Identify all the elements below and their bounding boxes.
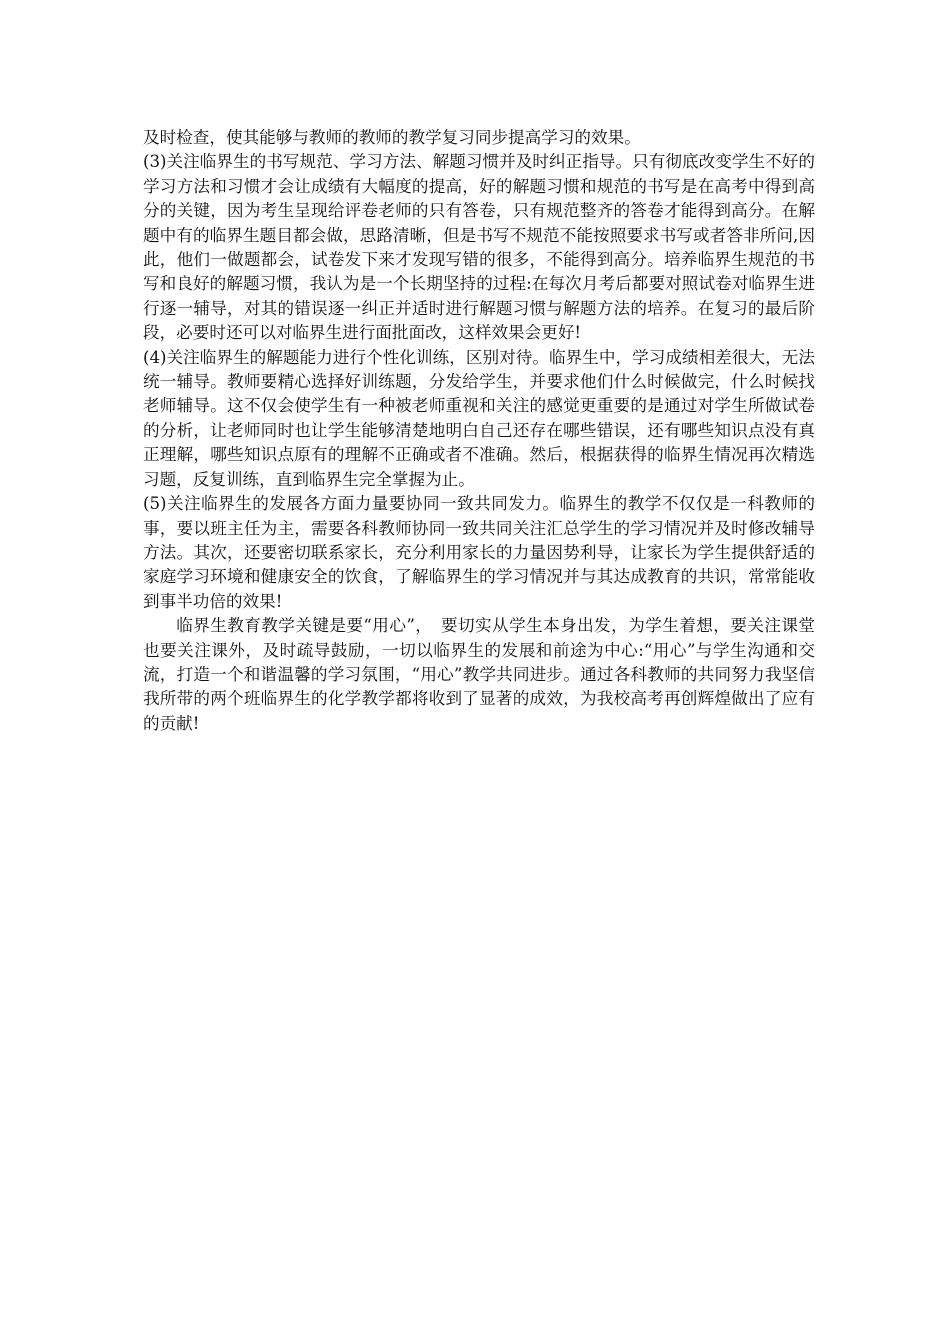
paragraph-item-3: (3)关注临界生的书写规范、学习方法、解题习惯并及时纠正指导。只有彻底改变学生不好的学习方法和习惯才会让成绩有大幅度的提高，好的解题习惯和规范的书写是在高考中得到高分的关键，因为考生呈现给评卷老师的只有答卷，只有规范整齐的答卷才能得到高分。在解题中有的临界生题目都会做，思路清晰，但是书写不规范不能按照要求书写或者答非所问,因此，他们一做题都会，试卷发下来才发现写错的很多，不能得到高分。培养临界生规范的书写和良好的解题习惯，我认为是一个长期坚持的过程:在每次月考后都要对照试卷对临界生进行逐一辅导，对其的错误逐一纠正并适时进行解题习惯与解题方法的培养。在复习的最后阶段，必要时还可以对临界生进行面批面改，这样效果会更好! — [143, 152, 815, 343]
paragraph-item-4: (4)关注临界生的解题能力进行个性化训练，区别对待。临界生中，学习成绩相差很大，无法统一辅导。教师要精心选择好训练题，分发给学生，并要求他们什么时候做完，什么时候找老师辅导。这不仅会使学生有一种被老师重视和关注的感觉更重要的是通过对学生所做试卷的分析，让老师同时也让学生能够清楚地明白自己还存在哪些错误，还有哪些知识点没有真正理解，哪些知识点原有的理解不正确或者不准确。然后，根据获得的临界生情况再次精选习题，反复训练，直到临界生完全掌握为止。 — [143, 347, 815, 489]
paragraph-continuation: 及时检查，使其能够与教师的教师的教学复习同步提高学习的效果。 — [143, 128, 641, 147]
paragraph-conclusion: 临界生教育教学关键是要“用心”， 要切实从学生本身出发，为学生着想，要关注课堂也要关注课外，及时疏导鼓励，一切以临界生的发展和前途为中心:“用心”与学生沟通和交流，打造一个和谐温馨的学习氛围，“用心”教学共同进步。通过各科教师的共同努力我坚信我所带的两个班临界生的化学教学都将收到了显著的成效，为我校高考再创辉煌做出了应有的贡献! — [143, 616, 815, 733]
document-body — [143, 126, 815, 736]
paragraph-item-5: (5)关注临界生的发展各方面力量要协同一致共同发力。临界生的教学不仅仅是一科教师的事，要以班主任为主，需要各科教师协同一致共同关注汇总学生的学习情况并及时修改辅导方法。其次，还要密切联系家长，充分利用家长的力量因势利导，让家长为学生提供舒适的家庭学习环境和健康安全的饮食，了解临界生的学习情况并与其达成教育的共识，常常能收到事半功倍的效果! — [143, 494, 815, 611]
